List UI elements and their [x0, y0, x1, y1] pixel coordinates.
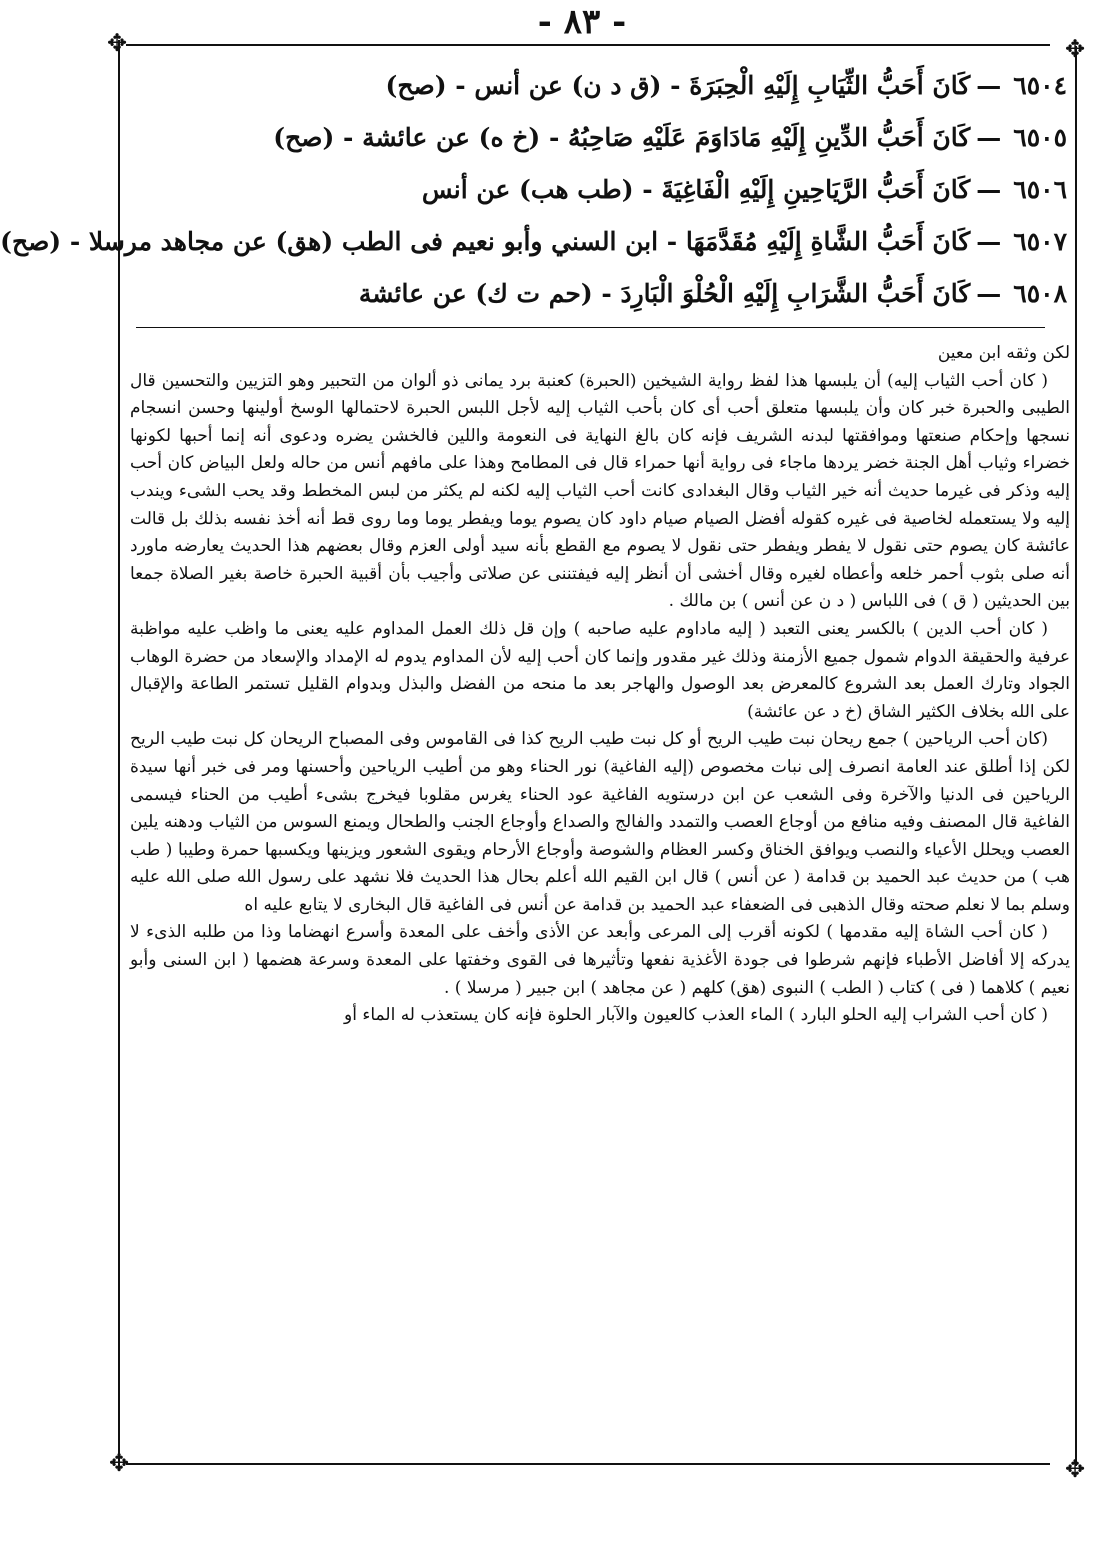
commentary-section [130, 340, 1070, 1450]
hadith-entry: ٦٥٠٧—كَانَ أَحَبُّ الشَّاةِ إِلَيْهِ مُقَدَّمَهَا - ابن السني وأبو نعيم فى الطب (هق) عن مجاهد مرسلا - (صح) [0, 227, 1067, 256]
hadith-entry: ٦٥٠٥—كَانَ أَحَبُّ الدِّينِ إِلَيْهِ مَادَاوَمَ عَلَيْهِ صَاحِبُهُ - (خ ه) عن عائشة - (صح) [273, 123, 1067, 152]
corner-ornament-icon: ✥ [106, 29, 128, 57]
hadith-text: كَانَ أَحَبُّ الثِّيَابِ إِلَيْهِ الْحِبَرَةَ - (ق د ن) عن أنس - (صح) [385, 71, 971, 100]
section-divider [136, 327, 1045, 328]
page-number: - ٨٣ - [512, 2, 652, 42]
commentary-paragraph: ( كان أحب الدين ) بالكسر يعنى التعبد ( إليه ماداوم عليه صاحبه ) وإن قل ذلك العمل المداوم عليه يعنى ما واظب عليه مواظبة عرفية والحقيقة الدوام شمول جميع الأزمنة وذلك غير مقدور وإنما كان أحب إليه لأن المداوم يدوم له الإمداد والإسعاد من حضرة الوهاب الجواد وتارك العمل بعد الشروع كالمعرض بعد الوصول والهاجر بعد ما منحه من الفضل والبذل وبدوام القليل تستمر الطاعة والإقبال على الله بخلاف الكثير الشاق (خ د عن عائشة) [130, 618, 1070, 722]
bottom-frame-rule [126, 1463, 1050, 1465]
corner-ornament-icon: ✥ [1064, 1455, 1086, 1483]
commentary-paragraph: لكن وثقه ابن معين [937, 343, 1070, 363]
commentary-paragraph: ( كان أحب الثياب إليه) أن يلبسها هذا لفظ رواية الشيخين (الحبرة) كعنبة برد يمانى ذو ألوان من التحبير وهو التزيين والتحسين قال الطيبى والحبرة خبر كان وأن يلبسها متعلق أحب أى كان بأحب الثياب إليه لأجل اللبس الحبرة لاحتمالها الوسخ أولينها وحسن انسجام نسجها وإحكام صنعتها وموافقتها لبدنه الشريف فإنه كان بالغ النهاية فى النعومة واللين فالخشن يضره ودعوى أنه إنما أحبها لكونها خضراء وثياب أهل الجنة خضر يردها ماجاء فى رواية أنها حمراء قال فى المطامح وهذا على مافهم أنس من حاله ولعل البياض كان أحب إليه وذكر فى غيرما حديث أنه خير الثياب وقال البغدادى كانت أحب الثياب إليه لكنه لم يكثر من لبس المخطط وقد يحب الشىء ويندب إليه ولا يستعمله لخاصية فى غيره كقوله أفضل الصيام صيام داود كان يصوم يوما ويفطر يوما وما روى قط أنه أخذ نفسه بذلك بل قالت عائشة كان يصوم حتى نقول لا يفطر ويفطر حتى نقول لا يصوم مع القطع بأنه سيد أولى العزم وقال بعضهم هذا الحديث يعارضه ماورد أنه صلى بثوب أحمر خلعه وأعطاه لغيره وقال أخشى أن أنظر إليه فيفتننى عن صلاتى وأجيب بأن أقبية الحبرة خاصة بغير الصلاة جمعا بين الحديثين ( ق ) فى اللباس ( د ن عن أنس ) بن مالك . [130, 370, 1070, 612]
commentary-paragraph: (كان أحب الرياحين ) جمع ريحان نبت طيب الريح أو كل نبت طيب الريح كذا فى القاموس وفى المصباح الريحان كل نبت طيب الريح لكن إذا أطلق عند العامة انصرف إلى نبات مخصوص (إليه الفاغية) نور الحناء وهو من أطيب الرياحين وأحسنها ومر فى خبر أنها سيدة الرياحين فى الدنيا والآخرة وفى الشعب عن ابن درستويه الفاغية عود الحناء يغرس مقلوبا فيخرج بشىء أطيب من الحناء فيسمى الفاغية قال المصنف وفيه منافع من أوجاع العصب والتمدد والفالج والصداع وأوجاع الجنب والطحال ويمنع السوس من الثياب ودهنه يلين العصب ويحلل الأعياء والنصب ويوافق الخناق وكسر العظام والشوصة وأوجاع الأرحام ويقوى الشعور ويزينها ويكسبها حمرة وطيبا ( طب هب ) من حديث عبد الحميد بن قدامة ( عن أنس ) قال ابن القيم الله أعلم بحال هذا الحديث فلا نشهد على رسول الله صلى الله عليه وسلم بما لا نعلم صحته وقال الذهبى فى الضعفاء عبد الحميد بن قدامة عن أنس فى الفاغية قال البخارى لا يتابع عليه اه [130, 729, 1070, 915]
hadith-text: كَانَ أَحَبُّ الدِّينِ إِلَيْهِ مَادَاوَمَ عَلَيْهِ صَاحِبُهُ - (خ ه) عن عائشة - (صح) [273, 123, 971, 152]
hadith-number: ٦٥٠٧ [1013, 227, 1067, 256]
right-frame-rule [1075, 46, 1077, 1466]
top-frame-rule [126, 44, 1050, 46]
commentary-paragraph: ( كان أحب الشراب إليه الحلو البارد ) الماء العذب كالعيون والآبار الحلوة فإنه كان يستعذب له الماء أو [344, 1005, 1048, 1026]
hadith-number: ٦٥٠٨ [1013, 279, 1067, 308]
hadith-number: ٦٥٠٤ [1013, 71, 1067, 100]
hadith-text: كَانَ أَحَبُّ الشَّاةِ إِلَيْهِ مُقَدَّمَهَا - ابن السني وأبو نعيم فى الطب (هق) عن مجاهد مرسلا - (صح) [0, 227, 971, 256]
hadith-number: ٦٥٠٦ [1013, 175, 1067, 204]
corner-ornament-icon: ✥ [1064, 35, 1086, 63]
commentary-paragraph: ( كان أحب الشاة إليه مقدمها ) لكونه أقرب إلى المرعى وأبعد عن الأذى وأخف على المعدة وأسرع انهضاما وذا من طلبه الذىء لا يدركه إلا أفاضل الأطباء فإنهم شرطوا فى جودة الأغذية نفعها وتأثيرها فى القوى وخفتها على المعدة وسرعة هضمها ( ابن السنى وأبو نعيم ) كلاهما ( فى ) كتاب ( الطب ) النبوى (هق) كلهم ( عن مجاهد ) ابن جبير ( مرسلا ) . [130, 922, 1070, 998]
hadith-number: ٦٥٠٥ [1013, 123, 1067, 152]
hadith-entry: ٦٥٠٦—كَانَ أَحَبُّ الرَّيَاحِينِ إِلَيْهِ الْفَاغِيَةَ - (طب هب) عن أنس [421, 175, 1067, 204]
hadith-list [0, 60, 1067, 320]
hadith-text: كَانَ أَحَبُّ الشَّرَابِ إِلَيْهِ الْحُلْوَ الْبَارِدَ - (حم ت ك) عن عائشة [358, 279, 971, 308]
hadith-entry: ٦٥٠٨—كَانَ أَحَبُّ الشَّرَابِ إِلَيْهِ الْحُلْوَ الْبَارِدَ - (حم ت ك) عن عائشة [358, 279, 1067, 308]
corner-ornament-icon: ✥ [108, 1449, 130, 1477]
hadith-entry: ٦٥٠٤—كَانَ أَحَبُّ الثِّيَابِ إِلَيْهِ الْحِبَرَةَ - (ق د ن) عن أنس - (صح) [385, 71, 1067, 100]
hadith-text: كَانَ أَحَبُّ الرَّيَاحِينِ إِلَيْهِ الْفَاغِيَةَ - (طب هب) عن أنس [421, 175, 971, 204]
